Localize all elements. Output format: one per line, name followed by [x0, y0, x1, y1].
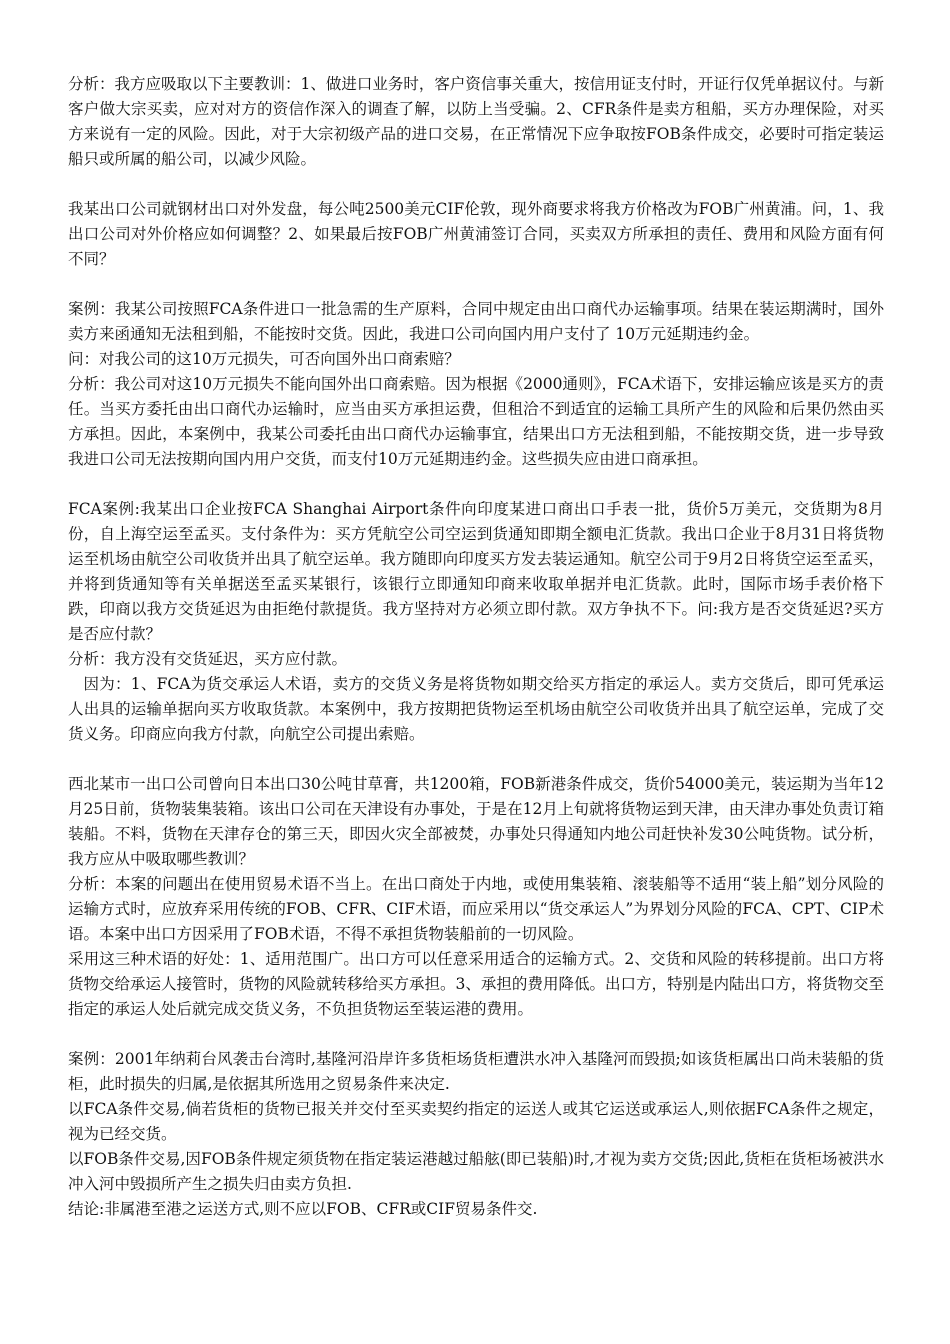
fob-paragraph: 以FOB条件交易,因FOB条件规定须货物在指定装运港越过船舷(即已装船)时,才视为卖方交货;因此,货柜在货柜场被洪水冲入河中毁损所产生之损失归由卖方负担.	[68, 1150, 884, 1193]
analysis-paragraph: 分析：我方没有交货延迟，买方应付款。	[68, 650, 348, 668]
case-paragraph: 西北某市一出口公司曾向日本出口30公吨甘草膏，共1200箱，FOB新港条件成交，货价54000美元，装运期为当年12月25日前，货物装集装箱。该出口公司在天津设有办事处，于是在12月上旬就将货物运到天津，由天津办事处负责订箱装船。不料，货物在天津存仓的第三天，即因火灾全部被焚，办事处只得通知内地公司赶快补发30公吨货物。试分析，我方应从中吸取哪些教训？	[68, 775, 884, 868]
case-paragraph: 案例：我某公司按照FCA条件进口一批急需的生产原料，合同中规定由出口商代办运输事项。结果在装运期满时，国外卖方来函通知无法租到船，不能按时交货。因此，我进口公司向国内用户支付了 10万元延期违约金。	[68, 300, 884, 343]
analysis-paragraph: 分析：我方应吸取以下主要教训：1、做进口业务时，客户资信事关重大，按信用证支付时，开证行仅凭单据议付。与新客户做大宗买卖，应对对方的资信作深入的调查了解，以防上当受骗。2、CFR条件是卖方租船，买方办理保险，对买方来说有一定的风险。因此，对于大宗初级产品的进口交易，在正常情况下应争取按FOB条件成交，必要时可指定装运船只或所属的船公司，以减少风险。	[68, 75, 884, 168]
case-paragraph: 案例：2001年纳莉台风袭击台湾时,基隆河沿岸许多货柜场货柜遭洪水冲入基隆河而毁损;如该货柜属出口尚未装船的货柜，此时损失的归属,是依据其所选用之贸易条件来决定.	[68, 1050, 884, 1093]
analysis-paragraph: 分析：本案的问题出在使用贸易术语不当上。在出口商处于内地，或使用集装箱、滚装船等不适用“装上船”划分风险的运输方式时，应放弃采用传统的FOB、CFR、CIF术语，而应采用以“货交承运人”为界划分风险的FCA、CPT、CIP术语。本案中出口方因采用了FOB术语，不得不承担货物装船前的一切风险。	[68, 875, 884, 943]
fca-paragraph: 以FCA条件交易,倘若货柜的货物已报关并交付至买卖契约指定的运送人或其它运送或承运人,则依据FCA条件之规定，视为已经交货。	[68, 1100, 884, 1143]
paragraph-gap	[68, 472, 884, 497]
benefits-paragraph: 采用这三种术语的好处：1、适用范围广。出口方可以任意采用适合的运输方式。2、交货和风险的转移提前。出口方将货物交给承运人接管时，货物的风险就转移给买方承担。3、承担的费用降低。出口方，特别是内陆出口方，将货物交至指定的承运人处后就完成交货义务，不负担货物运至装运港的费用。	[68, 950, 884, 1018]
conclusion-paragraph: 结论:非属港至港之运送方式,则不应以FOB、CFR或CIF贸易条件交.	[68, 1200, 538, 1218]
paragraph-gap	[68, 747, 884, 772]
document-page	[68, 72, 884, 1222]
paragraph-gap	[68, 172, 884, 197]
case-paragraph: FCA案例:我某出口企业按FCA Shanghai Airport条件向印度某进口商出口手表一批，货价5万美元，交货期为8月份，自上海空运至孟买。支付条件为：买方凭航空公司空运到货通知即期全额电汇货款。我出口企业于8月31日将货物运至机场由航空公司收货并出具了航空运单。我方随即向印度买方发去装运通知。航空公司于9月2日将货空运至孟买，并将到货通知等有关单据送至孟买某银行，该银行立即通知印商来收取单据并电汇货款。此时，国际市场手表价格下跌，印商以我方交货延迟为由拒绝付款提货。我方坚持对方必须立即付款。双方争执不下。问:我方是否交货延迟?买方是否应付款？	[68, 500, 884, 643]
paragraph-gap	[68, 1022, 884, 1047]
reason-paragraph: 因为：1、FCA为货交承运人术语，卖方的交货义务是将货物如期交给买方指定的承运人。卖方交货后，即可凭承运人出具的运输单据向买方收取货款。本案例中，我方按期把货物运至机场由航空公司收货并出具了航空运单，完成了交货义务。印商应向我方付款，向航空公司提出索赔。	[68, 675, 884, 743]
question-paragraph: 我某出口公司就钢材出口对外发盘，每公吨2500美元CIF伦敦，现外商要求将我方价格改为FOB广州黄浦。问，1、我出口公司对外价格应如何调整？2、如果最后按FOB广州黄浦签订合同，买卖双方所承担的责任、费用和风险方面有何不同？	[68, 200, 884, 268]
paragraph-gap	[68, 272, 884, 297]
analysis-paragraph: 分析：我公司对这10万元损失不能向国外出口商索赔。因为根据《2000通则》，FCA术语下，安排运输应该是买方的责任。当买方委托由出口商代办运输时，应当由买方承担运费，但租洽不到适宜的运输工具所产生的风险和后果仍然由买方承担。因此，本案例中，我某公司委托由出口商代办运输事宜，结果出口方无法租到船，不能按期交货，进一步导致我进口公司无法按期向国内用户交货，而支付10万元延期违约金。这些损失应由进口商承担。	[68, 375, 884, 468]
question-paragraph: 问：对我公司的这10万元损失，可否向国外出口商索赔？	[68, 350, 460, 368]
